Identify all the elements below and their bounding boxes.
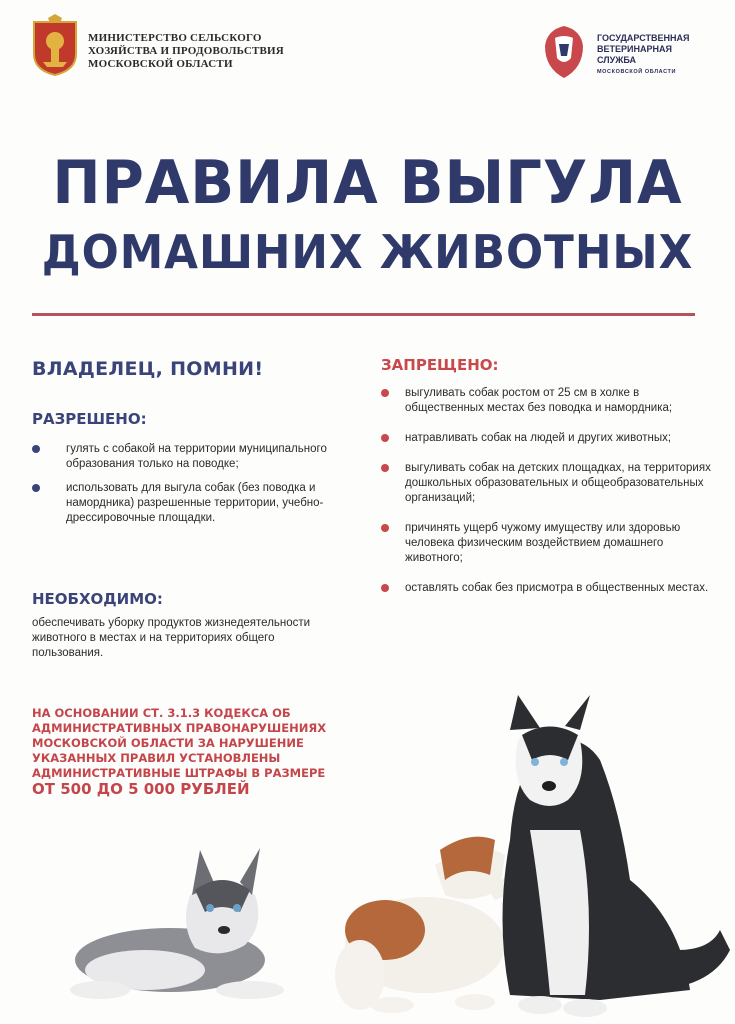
bullet-icon xyxy=(381,524,389,532)
list-item xyxy=(32,481,332,526)
list-item xyxy=(381,581,711,596)
ministry-emblem-icon xyxy=(30,14,80,76)
forbidden-item-text: оставлять собак без присмотра в общественных местах. xyxy=(405,582,709,594)
husky-puppy-icon xyxy=(70,848,284,999)
bullet-icon xyxy=(32,445,40,453)
dogs-illustration xyxy=(40,690,735,1024)
bullet-icon xyxy=(381,434,389,442)
forbidden-item-text: выгуливать собак ростом от 25 см в холке в общественных местах без поводка и намордника; xyxy=(405,387,673,414)
title-line-1: ПРАВИЛА ВЫГУЛА xyxy=(52,148,683,218)
vet-service-title: ГОСУДАРСТВЕННАЯ ВЕТЕРИНАРНАЯ СЛУЖБА xyxy=(597,33,690,65)
list-item xyxy=(381,386,711,416)
owner-heading: ВЛАДЕЛЕЦ, ПОМНИ! xyxy=(32,358,264,380)
required-heading: НЕОБХОДИМО: xyxy=(32,590,163,608)
fine-notice: НА ОСНОВАНИИ СТ. 3.1.3 КОДЕКСА ОБ АДМИНИСТРАТИВНЫХ ПРАВОНАРУШЕНИЯХ МОСКОВСКОЙ ОБЛАСТИ ЗА НАРУШЕНИЕ УКАЗАННЫХ ПРАВИЛ УСТАНОВЛЕНЫ АДМИНИСТРАТИВНЫЕ ШТРАФЫ В РАЗМЕРЕ xyxy=(32,706,327,780)
forbidden-item-text: натравливать собак на людей и других животных; xyxy=(405,432,672,444)
husky-adult-icon xyxy=(503,695,731,1017)
vet-service-logo-icon xyxy=(543,24,585,80)
allowed-item-text: использовать для выгула собак (без поводка и намордника) разрешенные территории, учебно-дрессировочные площадки. xyxy=(66,482,324,524)
required-text: обеспечивать уборку продуктов жизнедеятельности животного в местах и на территориях общего пользования. xyxy=(32,617,311,659)
allowed-item-text: гулять с собакой на территории муниципального образования только на поводке; xyxy=(66,443,327,470)
bullet-icon xyxy=(32,484,40,492)
list-item xyxy=(381,461,711,506)
allowed-heading: РАЗРЕШЕНО: xyxy=(32,410,147,428)
page-title xyxy=(0,150,735,280)
list-item xyxy=(32,442,332,472)
forbidden-list xyxy=(381,386,711,611)
ministry-name: МИНИСТЕРСТВО СЕЛЬСКОГО ХОЗЯЙСТВА И ПРОДОВОЛЬСТВИЯ МОСКОВСКОЙ ОБЛАСТИ xyxy=(88,32,284,70)
bullet-icon xyxy=(381,389,389,397)
forbidden-heading: ЗАПРЕЩЕНО: xyxy=(381,356,499,374)
bullet-icon xyxy=(381,464,389,472)
vet-service-name xyxy=(597,33,707,78)
title-line-2: ДОМАШНИХ ЖИВОТНЫХ xyxy=(41,225,694,279)
list-item xyxy=(381,521,711,566)
bullet-icon xyxy=(381,584,389,592)
title-divider xyxy=(32,313,695,316)
forbidden-item-text: причинять ущерб чужому имуществу или здоровью человека физическим воздействием домашнего животного; xyxy=(405,522,681,564)
list-item xyxy=(381,431,711,446)
forbidden-item-text: выгуливать собак на детских площадках, на территориях дошкольных образовательных и общеобразовательных организаций; xyxy=(405,462,711,504)
vet-service-region: МОСКОВСКОЙ ОБЛАСТИ xyxy=(597,69,677,75)
allowed-list xyxy=(32,442,332,535)
fine-amount: ОТ 500 ДО 5 000 РУБЛЕЙ xyxy=(32,780,250,798)
